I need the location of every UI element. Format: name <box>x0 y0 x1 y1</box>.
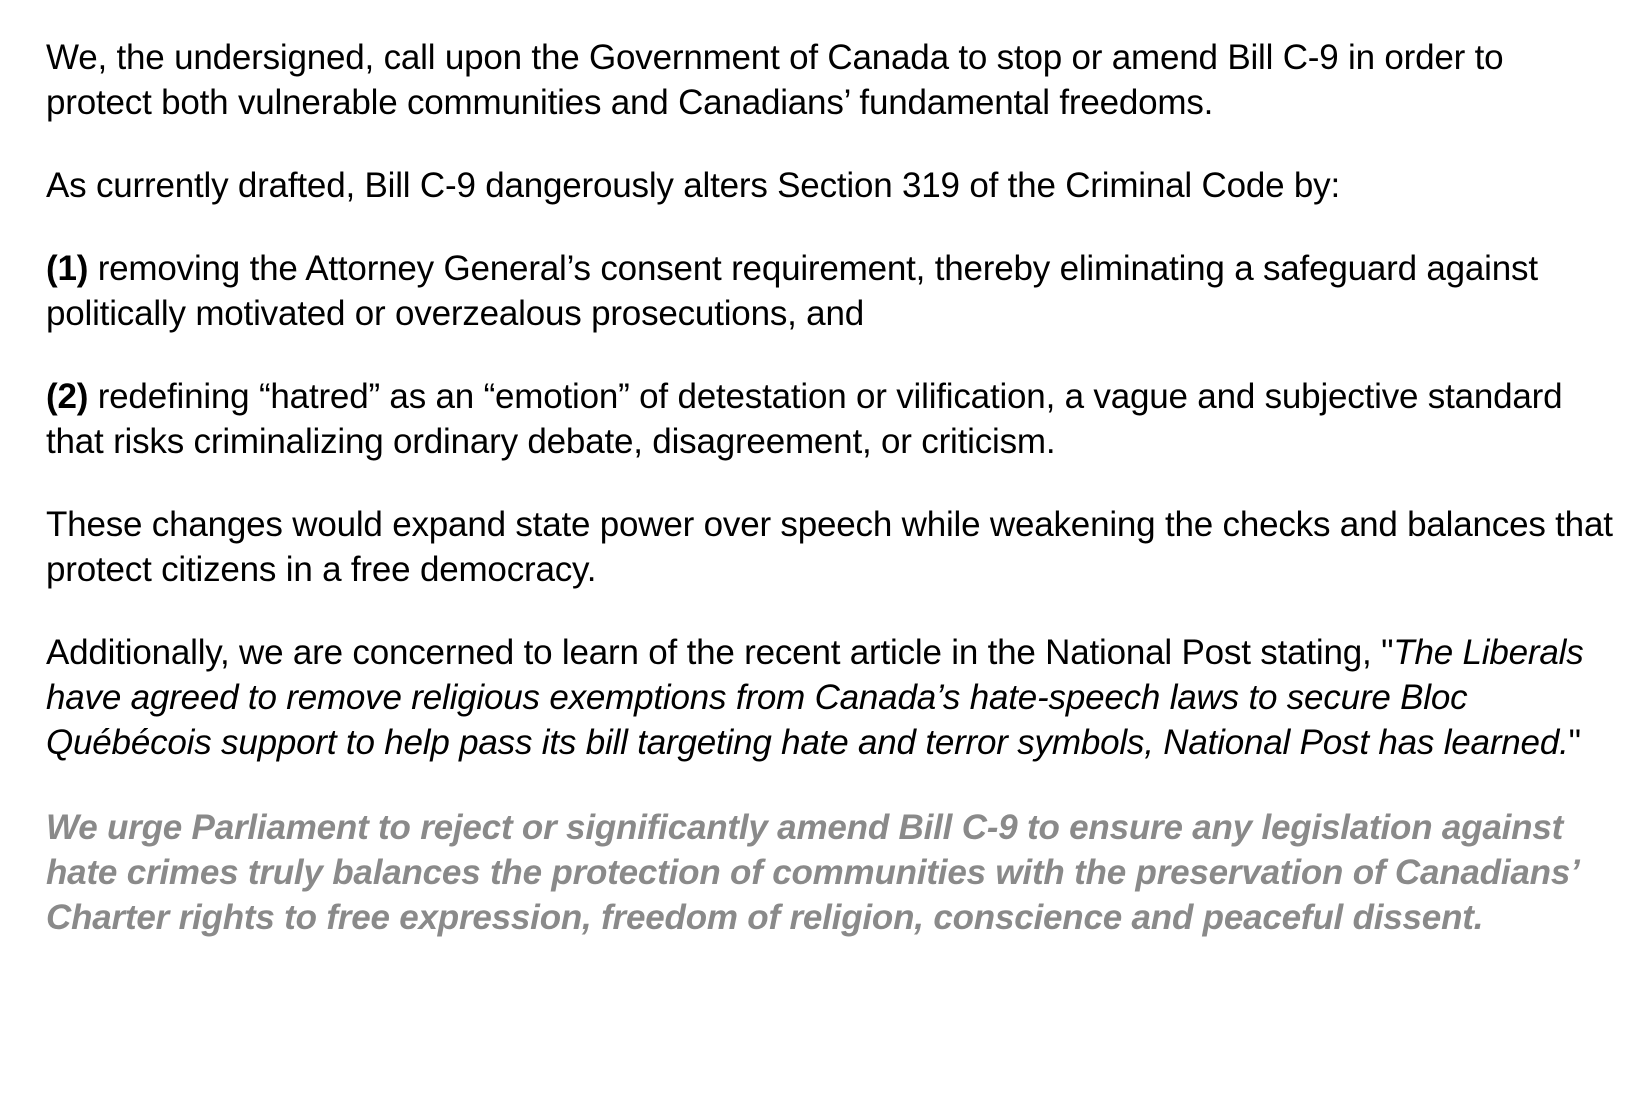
point-2-text: redefining “hatred” as an “emotion” of detestation or vilification, a vague and subjective standard that risks criminalizing ordinary debate, disagreement, or criticism. <box>46 377 1563 461</box>
changes-paragraph: These changes would expand state power over speech while weakening the checks and balances that protect citizens in a free democracy. <box>46 505 1613 589</box>
additionally-lead-text: Additionally, we are concerned to learn of the recent article in the National Post stating, <box>46 633 1382 672</box>
quote-open-mark: " <box>1381 633 1394 672</box>
drafted-paragraph: As currently drafted, Bill C-9 dangerously alters Section 319 of the Criminal Code by: <box>46 166 1340 205</box>
point-1-text: removing the Attorney General’s consent requirement, thereby eliminating a safeguard against politically motivated or overzealous prosecutions, and <box>46 249 1538 333</box>
point-1-number: (1) <box>46 249 89 288</box>
point-2-paragraph <box>46 374 1616 464</box>
closing-paragraph: We urge Parliament to reject or significantly amend Bill C-9 to ensure any legislation against hate crimes truly balances the protection of communities with the preservation of Canadians’ Charter rights to free expression, freedom of religion, conscience and peaceful dissent. <box>46 808 1579 937</box>
additionally-paragraph <box>46 630 1616 765</box>
point-1-paragraph <box>46 246 1616 336</box>
national-post-quote: The Liberals have agreed to remove religious exemptions from Canada’s hate-speech laws to secure Bloc Québécois support to help pass its bill targeting hate and terror symbols, National Post has learned. <box>46 633 1584 762</box>
petition-document <box>46 35 1616 940</box>
quote-close-mark: " <box>1568 723 1581 762</box>
point-2-number: (2) <box>46 377 89 416</box>
intro-paragraph: We, the undersigned, call upon the Government of Canada to stop or amend Bill C-9 in order to protect both vulnerable communities and Canadians’ fundamental freedoms. <box>46 38 1504 122</box>
